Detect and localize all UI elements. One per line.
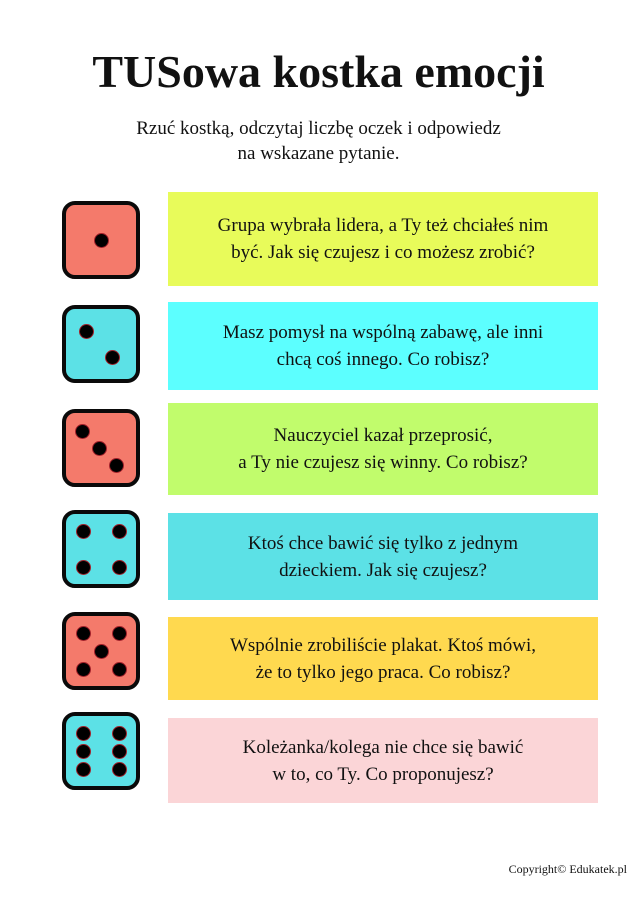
question-card bbox=[168, 192, 598, 286]
pip-icon bbox=[93, 442, 106, 455]
question-line-1: Nauczyciel kazał przeprosić, bbox=[273, 425, 493, 446]
question-card bbox=[168, 617, 598, 700]
pip-icon bbox=[95, 234, 108, 247]
pip-icon bbox=[80, 325, 93, 338]
pip-icon bbox=[113, 727, 126, 740]
question-line-1: Koleżanka/kolega nie chce się bawić bbox=[242, 736, 524, 758]
pip-icon bbox=[77, 663, 90, 676]
pip-icon bbox=[113, 627, 126, 640]
question-line-2: a Ty nie czujesz się winny. Co robisz? bbox=[238, 452, 528, 473]
question-card bbox=[168, 403, 598, 495]
pip-icon bbox=[113, 561, 126, 574]
instructions-line-2: na wskazane pytanie. bbox=[237, 143, 400, 164]
pip-icon bbox=[106, 351, 119, 364]
pip-icon bbox=[113, 663, 126, 676]
question-line-1: Ktoś chce bawić się tylko z jednym bbox=[247, 532, 519, 554]
question-line-2: chcą coś innego. Co robisz? bbox=[276, 349, 490, 370]
pip-icon bbox=[77, 745, 90, 758]
pip-icon bbox=[77, 727, 90, 740]
pip-icon bbox=[76, 425, 89, 438]
question-line-2: być. Jak się czujesz i co możesz zrobić? bbox=[231, 242, 535, 263]
question-text bbox=[248, 530, 518, 584]
question-text bbox=[243, 734, 524, 788]
question-line-1: Wspólnie zrobiliście plakat. Ktoś mówi, bbox=[229, 634, 537, 656]
question-card bbox=[168, 718, 598, 803]
pip-icon bbox=[113, 763, 126, 776]
question-line-2: w to, co Ty. Co proponujesz? bbox=[272, 763, 494, 785]
question-text bbox=[223, 319, 543, 373]
instructions bbox=[0, 116, 637, 166]
question-text bbox=[238, 422, 527, 476]
question-line-1: Masz pomysł na wspólną zabawę, ale inni bbox=[222, 322, 544, 343]
pip-icon bbox=[113, 525, 126, 538]
pip-icon bbox=[95, 645, 108, 658]
question-card bbox=[168, 513, 598, 600]
question-line-1: Grupa wybrała lidera, a Ty też chciałeś nim bbox=[217, 215, 549, 236]
die-face-3-icon bbox=[62, 409, 140, 487]
instructions-line-1: Rzuć kostką, odczytaj liczbę oczek i odpowiedz bbox=[136, 118, 501, 139]
copyright: Copyright© Edukatek.pl bbox=[508, 862, 627, 876]
die-face-6-icon bbox=[62, 712, 140, 790]
die-face-2-icon bbox=[62, 305, 140, 383]
pip-icon bbox=[113, 745, 126, 758]
question-text bbox=[218, 212, 549, 266]
question-line-2: że to tylko jego praca. Co robisz? bbox=[255, 661, 511, 683]
question-text bbox=[230, 632, 536, 686]
pip-icon bbox=[77, 561, 90, 574]
pip-icon bbox=[77, 627, 90, 640]
die-face-1-icon bbox=[62, 201, 140, 279]
question-line-2: dzieckiem. Jak się czujesz? bbox=[279, 559, 487, 581]
pip-icon bbox=[110, 459, 123, 472]
pip-icon bbox=[77, 763, 90, 776]
question-card bbox=[168, 302, 598, 390]
pip-icon bbox=[77, 525, 90, 538]
page-title: TUSowa kostka emocji bbox=[92, 46, 545, 97]
die-face-4-icon bbox=[62, 510, 140, 588]
die-face-5-icon bbox=[62, 612, 140, 690]
